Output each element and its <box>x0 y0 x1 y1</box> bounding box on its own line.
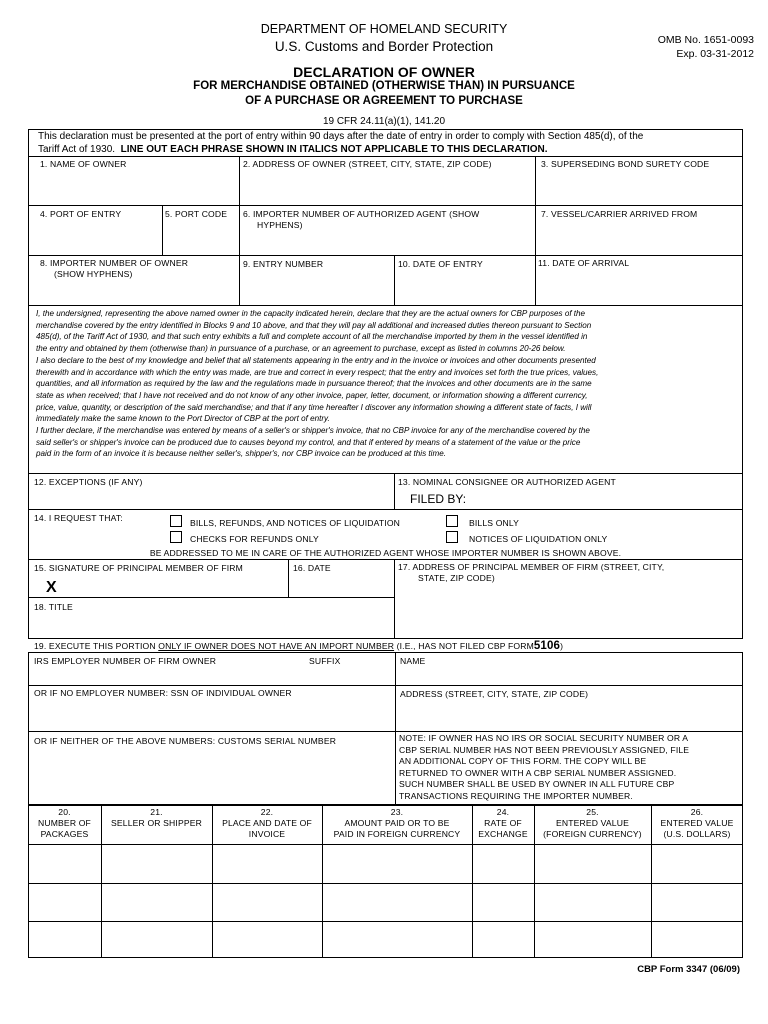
checks-refunds-checkbox[interactable] <box>170 531 182 543</box>
address-label: ADDRESS (STREET, CITY, STATE, ZIP CODE) <box>400 689 589 699</box>
filed-by-label: FILED BY: <box>410 492 467 506</box>
port-code-label: 5. PORT CODE <box>165 209 228 219</box>
name-of-owner-label: 1. NAME OF OWNER <box>40 159 127 169</box>
col-title-line1: ENTERED VALUE <box>660 818 734 828</box>
cbp-note-line: NOTE: IF OWNER HAS NO IRS OR SOCIAL SECURITY NUMBER OR A <box>399 733 689 743</box>
instructions-line2: Tariff Act of 1930. <box>38 143 116 155</box>
col-header-packages <box>28 807 101 840</box>
title-label: 18. TITLE <box>34 602 73 612</box>
cbp-note-line: SUCH NUMBER SHALL BE USED BY OWNER IN ALL FUTURE CBP <box>399 779 675 789</box>
ssn-label: OR IF NO EMPLOYER NUMBER: SSN OF INDIVIDUAL OWNER <box>34 688 292 698</box>
cbp-note-line: AN ADDITIONAL COPY OF THIS FORM. THE COPY WILL BE <box>399 756 647 766</box>
cbp-note-line: RETURNED TO OWNER WITH A CBP SERIAL NUMBER ASSIGNED. <box>399 767 677 778</box>
bills-refunds-option-label: BILLS, REFUNDS, AND NOTICES OF LIQUIDATION <box>190 518 401 528</box>
declaration-line: 485(d), of the Tariff Act of 1930, and that such entry exhibits a full and complete account of all the merchandise imported by them in the vessel identified in <box>36 332 588 342</box>
signature-mark: X <box>46 579 57 596</box>
declaration-line: immediately make the same known to the Port Director of CBP at the port of entry. <box>36 414 330 424</box>
section19-intro-suffix: (I.E., HAS NOT FILED CBP FORM <box>396 641 534 651</box>
form-5106-number: 5106 <box>533 640 561 652</box>
owner-importer-number-line1: 8. IMPORTER NUMBER OF OWNER <box>40 258 189 268</box>
declaration-line: merchandise covered by the entry identified in Blocks 9 and 10 above, and that they will pay all additional and increased duties thereon pursuant to Section <box>36 320 592 330</box>
declaration-line: price, value, quantity, or description of the said merchandise; and that if any time hereafter I discover any information showing a different state of facts, I will <box>36 402 592 412</box>
col-number: 23. <box>390 807 404 817</box>
instructions-emphasis: LINE OUT EACH PHRASE SHOWN IN ITALICS NOT APPLICABLE TO THIS DECLARATION. <box>120 143 548 155</box>
col-header-exchange-rate <box>472 807 534 840</box>
port-of-entry-label: 4. PORT OF ENTRY <box>40 209 122 219</box>
col-title-line2: (U.S. DOLLARS) <box>663 829 731 839</box>
col-number: 20. <box>58 807 71 817</box>
instructions <box>38 131 738 156</box>
col-header-seller <box>101 807 212 829</box>
col-title-line1: NUMBER OF <box>38 818 91 828</box>
principal-address-label <box>398 562 664 584</box>
col-title-line1: SELLER OR SHIPPER <box>111 818 202 828</box>
col-number: 26. <box>690 807 704 817</box>
col-header-value-foreign <box>534 807 651 840</box>
section19-intro <box>34 640 563 652</box>
suffix-label: SUFFIX <box>309 656 341 666</box>
entry-number-label: 9. ENTRY NUMBER <box>243 259 324 269</box>
form-number-footer: CBP Form 3347 (06/09) <box>637 964 740 975</box>
date-label: 16. DATE <box>293 563 331 573</box>
agent-importer-number-label <box>243 209 479 231</box>
date-of-arrival-label: 11. DATE OF ARRIVAL <box>538 258 630 268</box>
col-title-line1: PLACE AND DATE OF <box>222 818 312 828</box>
signature-label: 15. SIGNATURE OF PRINCIPAL MEMBER OF FIRM <box>34 563 243 573</box>
col-title-line1: AMOUNT PAID OR TO BE <box>344 818 450 828</box>
col-title-line1: ENTERED VALUE <box>556 818 629 828</box>
omb-number: OMB No. 1651-0093 <box>657 34 754 46</box>
checks-refunds-option-label: CHECKS FOR REFUNDS ONLY <box>190 534 319 544</box>
cbp-note-line: TRANSACTIONS REQUIRING THE IMPORTER NUMBER. <box>399 790 633 801</box>
declaration-line: I further declare, if the merchandise was entered by means of a seller's or shipper's invoice, that no CBP invoice for any of the merchandise covered by the <box>36 426 590 436</box>
col-header-amount-paid <box>322 807 472 840</box>
bills-only-checkbox[interactable] <box>446 515 458 527</box>
section19-close-paren: ) <box>560 641 564 651</box>
agent-importer-number-line1: 6. IMPORTER NUMBER OF AUTHORIZED AGENT (SHOW <box>243 209 480 219</box>
section19-intro-prefix: 19. EXECUTE THIS PORTION <box>34 641 156 651</box>
cbp-note <box>399 733 689 802</box>
col-title-line1: RATE OF <box>484 818 522 828</box>
nominal-consignee-label: 13. NOMINAL CONSIGNEE OR AUTHORIZED AGENT <box>398 477 616 487</box>
agency-name: U.S. Customs and Border Protection <box>274 39 494 54</box>
principal-address-line2: STATE, ZIP CODE) <box>418 573 495 583</box>
address-of-owner-label: 2. ADDRESS OF OWNER (STREET, CITY, STATE, ZIP CODE) <box>243 159 492 169</box>
col-title-line2: INVOICE <box>248 829 286 839</box>
declaration-line: said seller's or shipper's invoice can be produced due to causes beyond my control, and that if entered by means of a statement of the value or the price <box>36 437 581 447</box>
declaration-text <box>36 308 741 460</box>
bills-refunds-checkbox[interactable] <box>170 515 182 527</box>
notices-liquidation-option-label: NOTICES OF LIQUIDATION ONLY <box>469 534 608 544</box>
col-number: 25. <box>586 807 599 817</box>
agent-importer-number-line2: HYPHENS) <box>257 220 303 230</box>
declaration-line: state as when received; that I have not received and do not know of any other invoice, paper, letter, document, or information showing a different currency, <box>36 390 588 400</box>
cbp-note-line: CBP SERIAL NUMBER HAS NOT BEEN PREVIOUSLY ASSIGNED, FILE <box>399 744 690 755</box>
omb-info <box>618 33 754 61</box>
declaration-line: the entry and obtained by them (otherwise than) in pursuance of a purchase, or an agreement to purchase, except as listed in columns 20-26 below. <box>36 344 566 354</box>
declaration-line: I, the undersigned, representing the above named owner in the capacity indicated herein, declare that they are the actual owners for CBP purposes of the <box>36 309 586 318</box>
declaration-line: paid in the form of an invoice it is because neither seller's, shipper's, nor CBP invoice can be produced at this time. <box>36 449 446 459</box>
surety-code-label: 3. SUPERSEDING BOND SURETY CODE <box>541 159 710 169</box>
principal-address-line1: 17. ADDRESS OF PRINCIPAL MEMBER OF FIRM (STREET, CITY, <box>398 562 665 572</box>
col-title-line2: PACKAGES <box>40 829 89 839</box>
col-number: 24. <box>496 807 510 817</box>
irs-employer-number-label: IRS EMPLOYER NUMBER OF FIRM OWNER <box>34 656 217 666</box>
name-label: NAME <box>400 656 426 666</box>
owner-importer-number-line2: (SHOW HYPHENS) <box>54 269 133 279</box>
form-subtitle-line2: OF A PURCHASE OR AGREEMENT TO PURCHASE <box>245 95 523 107</box>
section19-intro-condition: ONLY IF OWNER DOES NOT HAVE AN IMPORT NUMBER <box>158 641 395 651</box>
form-subtitle-line1: FOR MERCHANDISE OBTAINED (OTHERWISE THAN) IN PURSUANCE <box>193 80 575 92</box>
col-title-line2: (FOREIGN CURRENCY) <box>543 829 642 839</box>
col-number: 22. <box>260 807 274 817</box>
owner-importer-number-label <box>40 258 188 280</box>
col-title-line2: EXCHANGE <box>478 829 528 839</box>
instructions-line1: This declaration must be presented at the port of entry within 90 days after the date of entry in order to comply with Section 485(d), of the <box>38 131 644 142</box>
notices-liquidation-checkbox[interactable] <box>446 531 458 543</box>
cfr-reference: 19 CFR 24.11(a)(1), 141.20 <box>322 116 446 127</box>
col-number: 21. <box>150 807 163 817</box>
declaration-line: therewith and in accordance with which the entry was made, are true and correct in every respect; that the entry and invoices set forth the true prices, values, <box>36 367 599 377</box>
customs-serial-label: OR IF NEITHER OF THE ABOVE NUMBERS: CUSTOMS SERIAL NUMBER <box>34 736 337 746</box>
declaration-line: I also declare to the best of my knowledge and belief that all statements appearing in the entry and in the invoice or invoices and other documents presented <box>36 355 596 365</box>
department-name: DEPARTMENT OF HOMELAND SECURITY <box>260 22 508 36</box>
col-title-line2: PAID IN FOREIGN CURRENCY <box>333 829 461 839</box>
col-header-invoice <box>212 807 322 840</box>
form-title: DECLARATION OF OWNER <box>293 64 475 80</box>
exceptions-label: 12. EXCEPTIONS (IF ANY) <box>34 477 143 487</box>
request-footer-text: BE ADDRESSED TO ME IN CARE OF THE AUTHORIZED AGENT WHOSE IMPORTER NUMBER IS SHOWN ABOVE. <box>149 548 622 558</box>
bills-only-option-label: BILLS ONLY <box>469 518 520 528</box>
declaration-line: quantities, and all information as required by the law and the regulations made in pursuance thereof; that the invoices and other documents are in the same <box>36 379 592 389</box>
request-label: 14. I REQUEST THAT: <box>34 513 123 523</box>
date-of-entry-label: 10. DATE OF ENTRY <box>398 259 483 269</box>
expiration-date: Exp. 03-31-2012 <box>676 48 754 60</box>
col-header-value-usd <box>651 807 743 840</box>
vessel-carrier-label: 7. VESSEL/CARRIER ARRIVED FROM <box>541 209 698 219</box>
